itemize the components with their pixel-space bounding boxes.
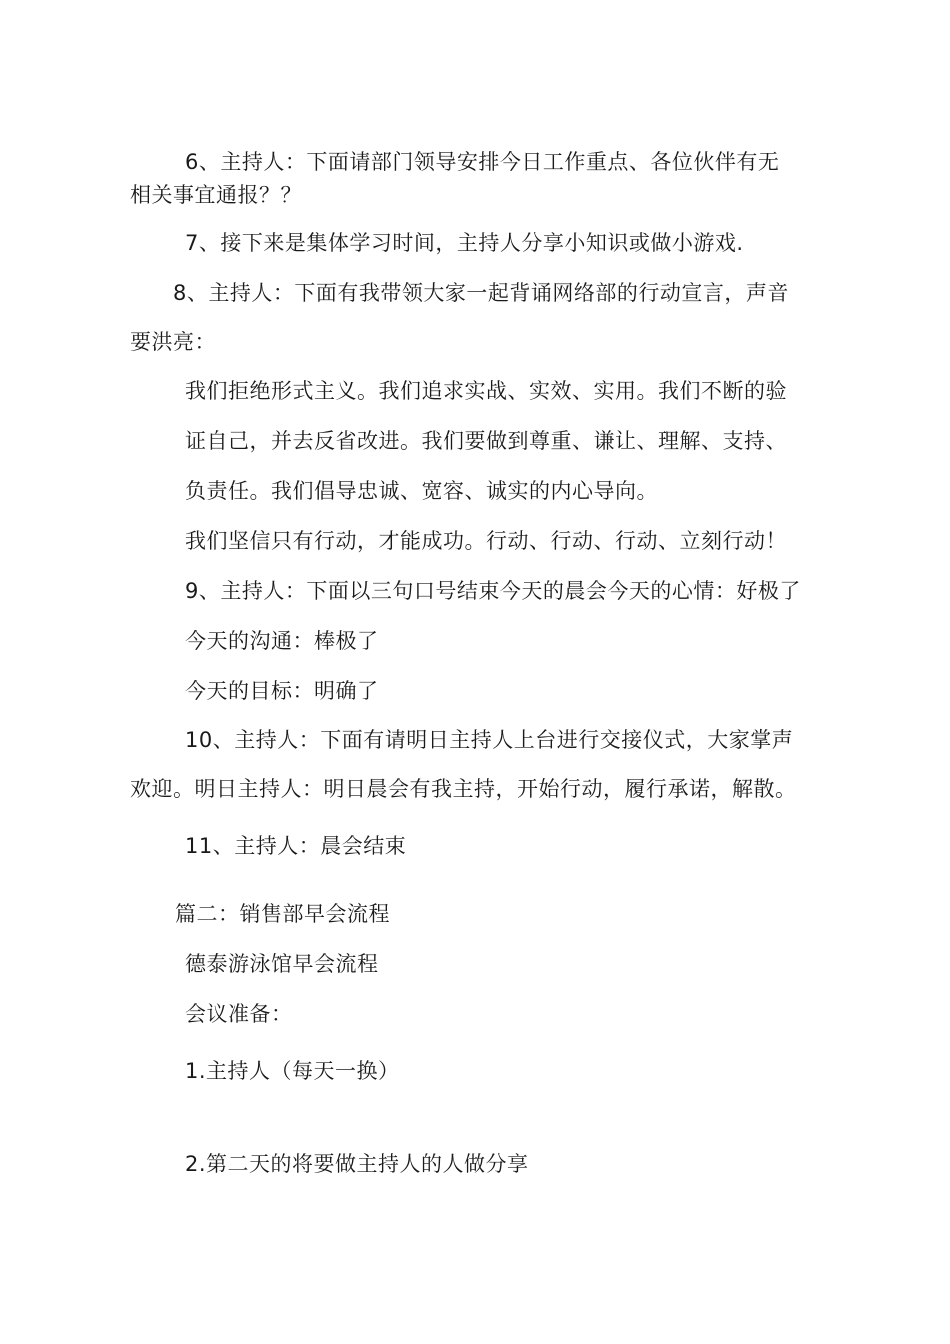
para-6-line-2: 相关事宜通报？？ bbox=[130, 183, 302, 207]
declaration-line-3: 负责任。我们倡导忠诚、宽容、诚实的内心导向。 bbox=[185, 479, 658, 503]
para-9: 9、主持人：下面以三句口号结束今天的晨会今天的心情：好极了 bbox=[185, 579, 801, 603]
slogan-communication: 今天的沟通：棒极了 bbox=[185, 629, 379, 653]
subtitle: 德泰游泳馆早会流程 bbox=[185, 952, 379, 976]
prep-item-2: 2.第二天的将要做主持人的人做分享 bbox=[185, 1152, 529, 1176]
prep-item-1: 1.主持人（每天一换） bbox=[185, 1059, 400, 1083]
slogan-goal: 今天的目标：明确了 bbox=[185, 679, 379, 703]
meeting-prep-label: 会议准备： bbox=[185, 1002, 293, 1026]
declaration-line-1: 我们拒绝形式主义。我们追求实战、实效、实用。我们不断的验 bbox=[185, 379, 787, 403]
declaration-line-4: 我们坚信只有行动，才能成功。行动、行动、行动、立刻行动！ bbox=[185, 529, 787, 553]
para-10-line-1: 10、主持人：下面有请明日主持人上台进行交接仪式，大家掌声 bbox=[185, 728, 794, 752]
para-10-line-2: 欢迎。明日主持人：明日晨会有我主持，开始行动，履行承诺，解散。 bbox=[130, 777, 797, 801]
para-6-line-1: 6、主持人：下面请部门领导安排今日工作重点、各位伙伴有无 bbox=[185, 150, 780, 174]
para-8-line-2: 要洪亮： bbox=[130, 330, 216, 354]
declaration-line-2: 证自己，并去反省改进。我们要做到尊重、谦让、理解、支持、 bbox=[185, 429, 787, 453]
section-heading: 篇二：销售部早会流程 bbox=[175, 902, 390, 926]
para-8-line-1: 8、主持人：下面有我带领大家一起背诵网络部的行动宣言，声音 bbox=[173, 281, 789, 305]
para-7: 7、接下来是集体学习时间，主持人分享小知识或做小游戏. bbox=[185, 231, 744, 255]
para-11: 11、主持人：晨会结束 bbox=[185, 834, 407, 858]
